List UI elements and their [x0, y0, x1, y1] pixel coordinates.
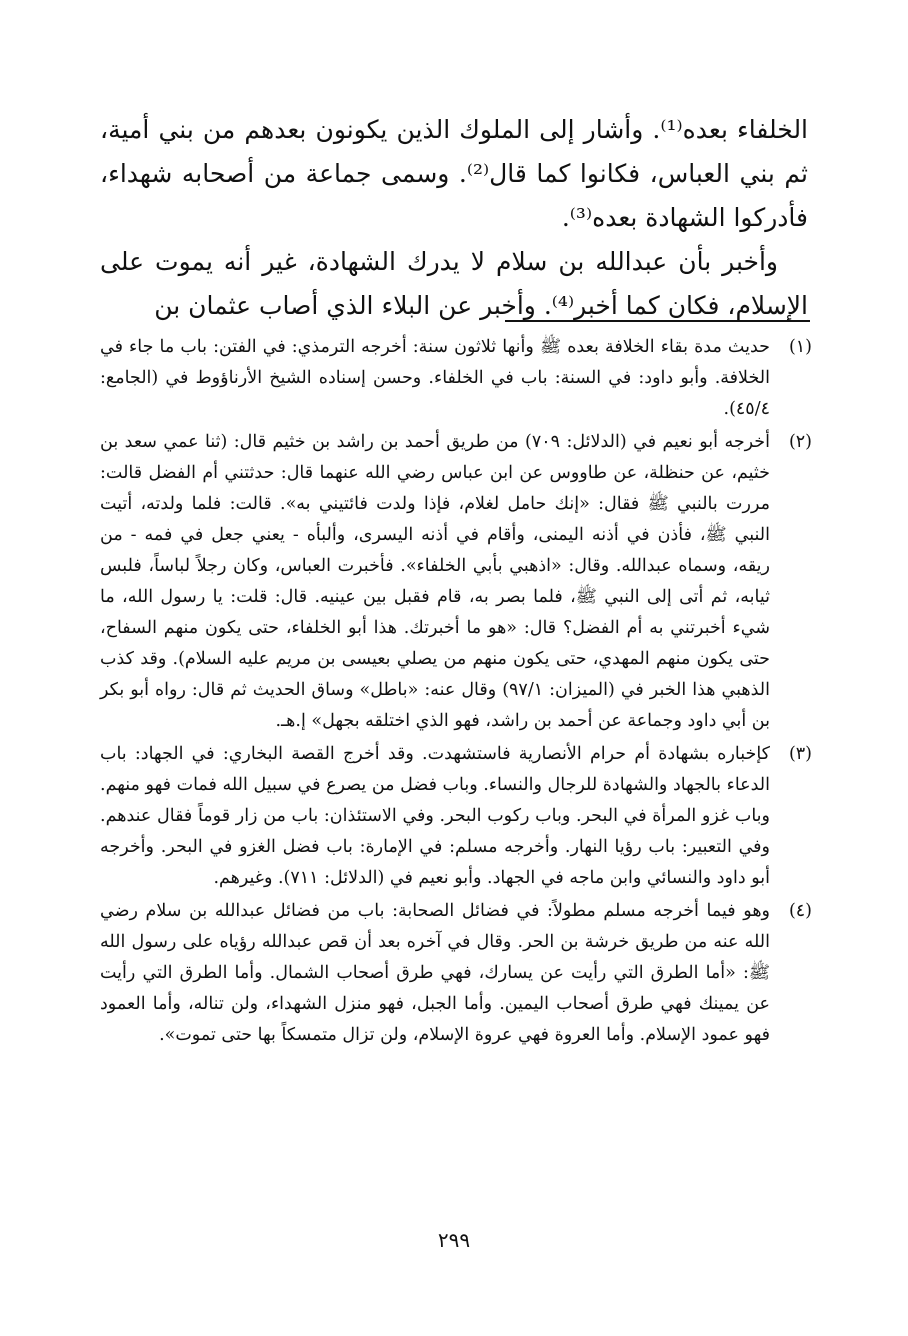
footnote-text: كإخباره بشهادة أم حرام الأنصارية فاستشهدت. وقد أخرج القصة البخاري: في الجهاد: باب الدعاء بالجهاد والشهادة للرجال والنساء. وباب فضل من يصرع في سبيل الله فمات فهو منهم. وباب غزو المرأة في البحر. وباب ركوب البحر. وفي الاستئذان: باب من زار قوماً فقال عندهم. وفي التعبير: باب رؤيا النهار. وأخرجه مسلم: في الإمارة: باب فضل الغزو في البحر. وأخرجه أبو داود والنسائي وابن ماجه في الجهاد. وأبو نعيم في (الدلائل: ٧١١). وغيرهم.: [100, 744, 770, 888]
footnote-2: [100, 427, 812, 737]
footnote-1: [100, 332, 812, 425]
footnote-number: (١): [788, 337, 812, 357]
footnotes-section: [100, 332, 812, 1053]
main-paragraph-1: الخلفاء بعده⁽¹⁾. وأشار إلى الملوك الذين يكونون بعدهم من بني أمية، ثم بني العباس، فكانوا كما قال⁽²⁾. وسمى جماعة من أصحابه شهداء، فأدركوا الشهادة بعده⁽³⁾.: [100, 115, 809, 232]
main-paragraph-2: وأخبر بأن عبدالله بن سلام لا يدرك الشهادة، غير أنه يموت على الإسلام، فكان كما أخبر⁽⁴⁾. وأخبر عن البلاء الذي أصاب عثمان بن: [100, 247, 808, 320]
footnote-number: (٣): [788, 744, 812, 764]
footnote-text: وهو فيما أخرجه مسلم مطولاً: في فضائل الصحابة: باب من فضائل عبدالله بن سلام رضي الله عنه من طريق خرشة بن الحر. وقال في آخره بعد أن قص عبدالله رؤياه على رسول الله ﷺ: «أما الطرق التي رأيت عن يسارك، فهي طرق أصحاب الشمال. وأما الطرق التي رأيت عن يمينك فهي طرق أصحاب اليمين. وأما الجبل، فهو منزل الشهداء، ولن تناله، وأما العمود فهو عمود الإسلام. وأما العروة فهي عروة الإسلام، ولن تزال متمسكاً بها حتى تموت».: [100, 901, 770, 1045]
footnote-text: حديث مدة بقاء الخلافة بعده ﷺ وأنها ثلاثون سنة: أخرجه الترمذي: في الفتن: باب ما جاء في الخلافة. وأبو داود: في السنة: باب في الخلفاء. وحسن إسناده الشيخ الأرناؤوط في (الجامع: ٤٥/٤).: [100, 337, 770, 419]
footnote-4: [100, 896, 812, 1051]
page-number: ٢٩٩: [437, 1228, 471, 1252]
footnote-separator: [505, 320, 810, 322]
footnote-text: أخرجه أبو نعيم في (الدلائل: ٧٠٩) من طريق أحمد بن راشد بن خثيم قال: (ثنا عمي سعد بن خثيم، عن حنظلة، عن طاووس عن ابن عباس رضي الله عنهما قال: حدثتني أم الفضل قالت: مررت بالنبي ﷺ فقال: «إنك حامل لغلام، فإذا ولدت فائتيني به». قالت: فلما ولدته، أتيت النبي ﷺ، فأذن في أذنه اليمنى، وأقام في أذنه اليسرى، وألبأه - يعني جعل في فمه - من ريقه، وسماه عبدالله. وقال: «اذهبي بأبي الخلفاء». فأخبرت العباس، وكان رجلاً لباساً، فلبس ثيابه، ثم أتى إلى النبي ﷺ، فلما بصر به، قام فقبل بين عينيه. قال: قلت: يا رسول الله، ما شيء أخبرتني به أم الفضل؟ قال: «هو ما أخبرتك. هذا أبو الخلفاء، حتى يكون منهم السفاح، حتى يكون منهم المهدي، حتى يكون منهم من يصلي بعيسى بن مريم عليه السلام). وقد كذب الذهبي هذا الخبر في (الميزان: ٩٧/١) وقال عنه: «باطل» وساق الحديث ثم قال: رواه أبو بكر بن أبي داود وجماعة عن أحمد بن راشد، فهو الذي اختلقه بجهل» إ.هـ.: [100, 432, 770, 731]
footnote-3: [100, 739, 812, 894]
main-text-body: [100, 108, 808, 328]
footnote-number: (٢): [788, 432, 812, 452]
footnote-number: (٤): [788, 901, 812, 921]
